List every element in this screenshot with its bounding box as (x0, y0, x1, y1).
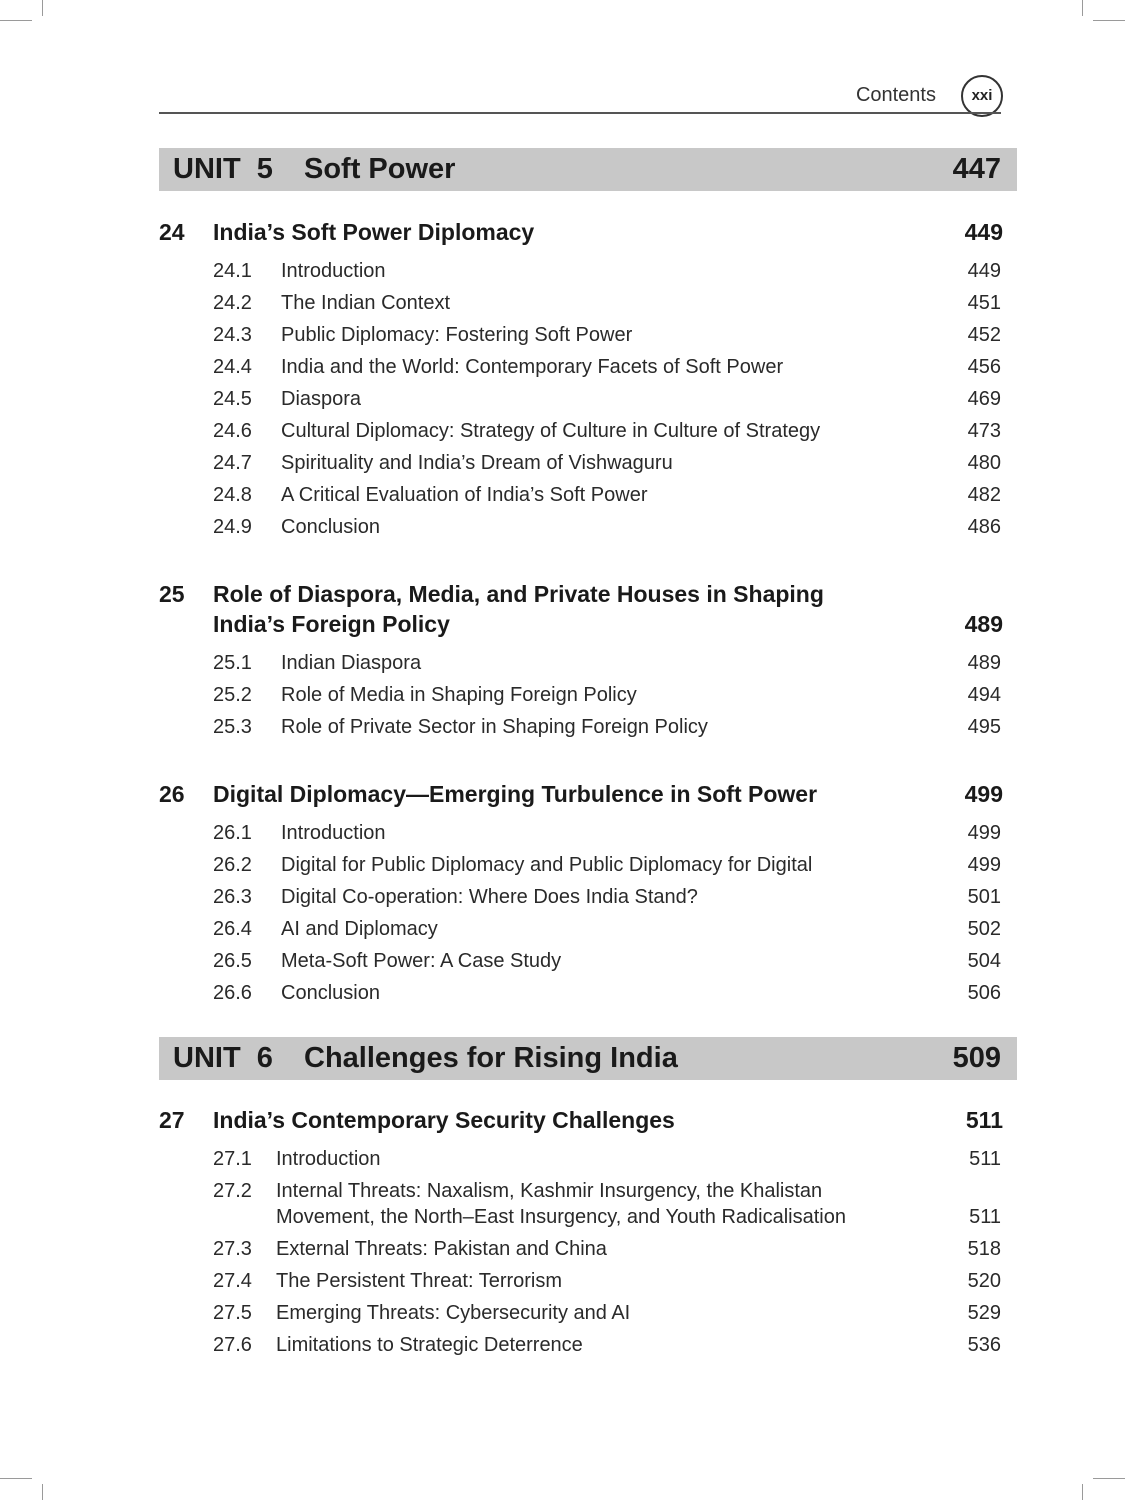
section-page: 529 (967, 1302, 1001, 1324)
section-entry[interactable] (0, 716, 1125, 746)
chapter-page: 499 (964, 781, 1003, 807)
section-title: Digital for Public Diplomacy and Public Diplomacy for Digital (281, 854, 813, 876)
section-title: Diaspora (281, 388, 362, 410)
chapter-entry[interactable] (0, 219, 1125, 253)
section-entry[interactable] (0, 1270, 1125, 1300)
section-number: 24.1 (213, 260, 252, 282)
section-entry[interactable] (0, 324, 1125, 354)
chapter-page: 489 (964, 611, 1003, 637)
chapter-page: 511 (965, 1107, 1003, 1133)
section-number: 25.1 (213, 652, 252, 674)
section-title: Emerging Threats: Cybersecurity and AI (276, 1302, 631, 1324)
section-page: 520 (967, 1270, 1001, 1292)
unit-label: UNIT 6 (173, 1042, 273, 1074)
section-page: 518 (967, 1238, 1001, 1260)
chapter-entry[interactable] (0, 1107, 1125, 1141)
section-page: 499 (967, 854, 1001, 876)
section-title: External Threats: Pakistan and China (276, 1238, 607, 1260)
section-entry[interactable] (0, 452, 1125, 482)
section-title: Meta-Soft Power: A Case Study (281, 950, 562, 972)
section-page: 499 (967, 822, 1001, 844)
section-number: 27.6 (213, 1334, 252, 1356)
chapter-page: 449 (964, 219, 1003, 245)
section-number: 26.3 (213, 886, 252, 908)
section-title: Conclusion (281, 982, 380, 1004)
section-number: 26.4 (213, 918, 252, 940)
unit-label: UNIT 5 (173, 153, 273, 185)
section-entry[interactable] (0, 260, 1125, 290)
chapter-entry[interactable] (0, 581, 1125, 645)
section-entry[interactable] (0, 918, 1125, 948)
section-page: 456 (967, 356, 1001, 378)
crop-mark (1082, 0, 1083, 16)
section-number: 27.1 (213, 1148, 252, 1170)
crop-mark (0, 1478, 32, 1479)
crop-mark (42, 1484, 43, 1500)
crop-mark (42, 0, 43, 16)
section-entry[interactable] (0, 388, 1125, 418)
section-page: 449 (967, 260, 1001, 282)
section-page: 451 (967, 292, 1001, 314)
section-page: 501 (967, 886, 1001, 908)
section-number: 27.3 (213, 1238, 252, 1260)
section-number: 24.6 (213, 420, 252, 442)
section-entry[interactable] (0, 982, 1125, 1012)
section-entry[interactable] (0, 420, 1125, 450)
chapter-title: India’s Soft Power Diplomacy (213, 219, 535, 245)
section-title: A Critical Evaluation of India’s Soft Power (281, 484, 648, 506)
section-title-line-2: Movement, the North–East Insurgency, and Youth Radicalisation (276, 1206, 846, 1228)
section-entry[interactable] (0, 684, 1125, 714)
page-number-badge: xxi (961, 75, 1003, 117)
section-page: 469 (967, 388, 1001, 410)
section-entry[interactable] (0, 1180, 1125, 1236)
section-page: 536 (967, 1334, 1001, 1356)
section-entry[interactable] (0, 854, 1125, 884)
running-header-label: Contents (855, 84, 936, 106)
section-page: 502 (967, 918, 1001, 940)
section-entry[interactable] (0, 516, 1125, 546)
chapter-entry[interactable] (0, 781, 1125, 815)
section-title: Spirituality and India’s Dream of Vishwaguru (281, 452, 673, 474)
section-number: 24.7 (213, 452, 252, 474)
section-entry[interactable] (0, 1148, 1125, 1178)
section-title: Indian Diaspora (281, 652, 422, 674)
section-number: 27.4 (213, 1270, 252, 1292)
chapter-number: 27 (159, 1107, 185, 1133)
section-number: 24.3 (213, 324, 252, 346)
chapter-number: 25 (159, 581, 185, 607)
section-page: 506 (967, 982, 1001, 1004)
section-entry[interactable] (0, 886, 1125, 916)
section-entry[interactable] (0, 1238, 1125, 1268)
section-title: Conclusion (281, 516, 380, 538)
section-entry[interactable] (0, 822, 1125, 852)
section-title: Introduction (281, 260, 386, 282)
chapter-number: 26 (159, 781, 185, 807)
section-title: The Persistent Threat: Terrorism (276, 1270, 563, 1292)
crop-mark (0, 20, 32, 21)
unit-page: 447 (952, 153, 1001, 185)
section-title: Role of Private Sector in Shaping Foreign Policy (281, 716, 708, 738)
section-title: Introduction (276, 1148, 381, 1170)
section-title: Cultural Diplomacy: Strategy of Culture in Culture of Strategy (281, 420, 821, 442)
section-number: 24.8 (213, 484, 252, 506)
unit-heading (159, 1037, 1017, 1080)
section-number: 25.2 (213, 684, 252, 706)
unit-heading (159, 148, 1017, 191)
section-number: 24.9 (213, 516, 252, 538)
section-title: India and the World: Contemporary Facets of Soft Power (281, 356, 784, 378)
section-entry[interactable] (0, 484, 1125, 514)
section-number: 24.4 (213, 356, 252, 378)
section-entry[interactable] (0, 950, 1125, 980)
section-page: 480 (967, 452, 1001, 474)
chapter-title: India’s Contemporary Security Challenges (213, 1107, 675, 1133)
section-title: Digital Co-operation: Where Does India Stand? (281, 886, 698, 908)
section-number: 24.2 (213, 292, 252, 314)
section-entry[interactable] (0, 356, 1125, 386)
section-title: Limitations to Strategic Deterrence (276, 1334, 583, 1356)
section-page: 504 (967, 950, 1001, 972)
header-rule (159, 112, 1001, 114)
section-title: Role of Media in Shaping Foreign Policy (281, 684, 637, 706)
unit-page: 509 (952, 1042, 1001, 1074)
section-number: 27.5 (213, 1302, 252, 1324)
section-entry[interactable] (0, 652, 1125, 682)
crop-mark (1093, 1478, 1125, 1479)
unit-title: Challenges for Rising India (304, 1042, 678, 1074)
section-number: 25.3 (213, 716, 252, 738)
section-page: 494 (967, 684, 1001, 706)
section-number: 26.6 (213, 982, 252, 1004)
section-entry[interactable] (0, 1302, 1125, 1332)
section-number: 26.2 (213, 854, 252, 876)
chapter-title-line-2: India’s Foreign Policy (213, 611, 450, 637)
section-number: 27.2 (213, 1180, 252, 1202)
crop-mark (1093, 20, 1125, 21)
section-page: 482 (967, 484, 1001, 506)
section-page: 486 (967, 516, 1001, 538)
section-page: 511 (969, 1148, 1001, 1170)
section-number: 26.1 (213, 822, 252, 844)
section-title-line-1: Internal Threats: Naxalism, Kashmir Insurgency, the Khalistan (276, 1180, 823, 1202)
section-page: 511 (969, 1206, 1001, 1228)
section-page: 452 (967, 324, 1001, 346)
section-number: 24.5 (213, 388, 252, 410)
section-page: 489 (967, 652, 1001, 674)
section-page: 473 (967, 420, 1001, 442)
section-title: Public Diplomacy: Fostering Soft Power (281, 324, 633, 346)
section-page: 495 (967, 716, 1001, 738)
section-title: AI and Diplomacy (281, 918, 438, 940)
section-entry[interactable] (0, 1334, 1125, 1364)
unit-title: Soft Power (304, 153, 456, 185)
crop-mark (1082, 1484, 1083, 1500)
chapter-number: 24 (159, 219, 185, 245)
chapter-title-line-1: Role of Diaspora, Media, and Private Houses in Shaping (213, 581, 824, 607)
section-number: 26.5 (213, 950, 252, 972)
chapter-title: Digital Diplomacy—Emerging Turbulence in Soft Power (213, 781, 818, 807)
section-title: Introduction (281, 822, 386, 844)
section-entry[interactable] (0, 292, 1125, 322)
section-title: The Indian Context (281, 292, 450, 314)
